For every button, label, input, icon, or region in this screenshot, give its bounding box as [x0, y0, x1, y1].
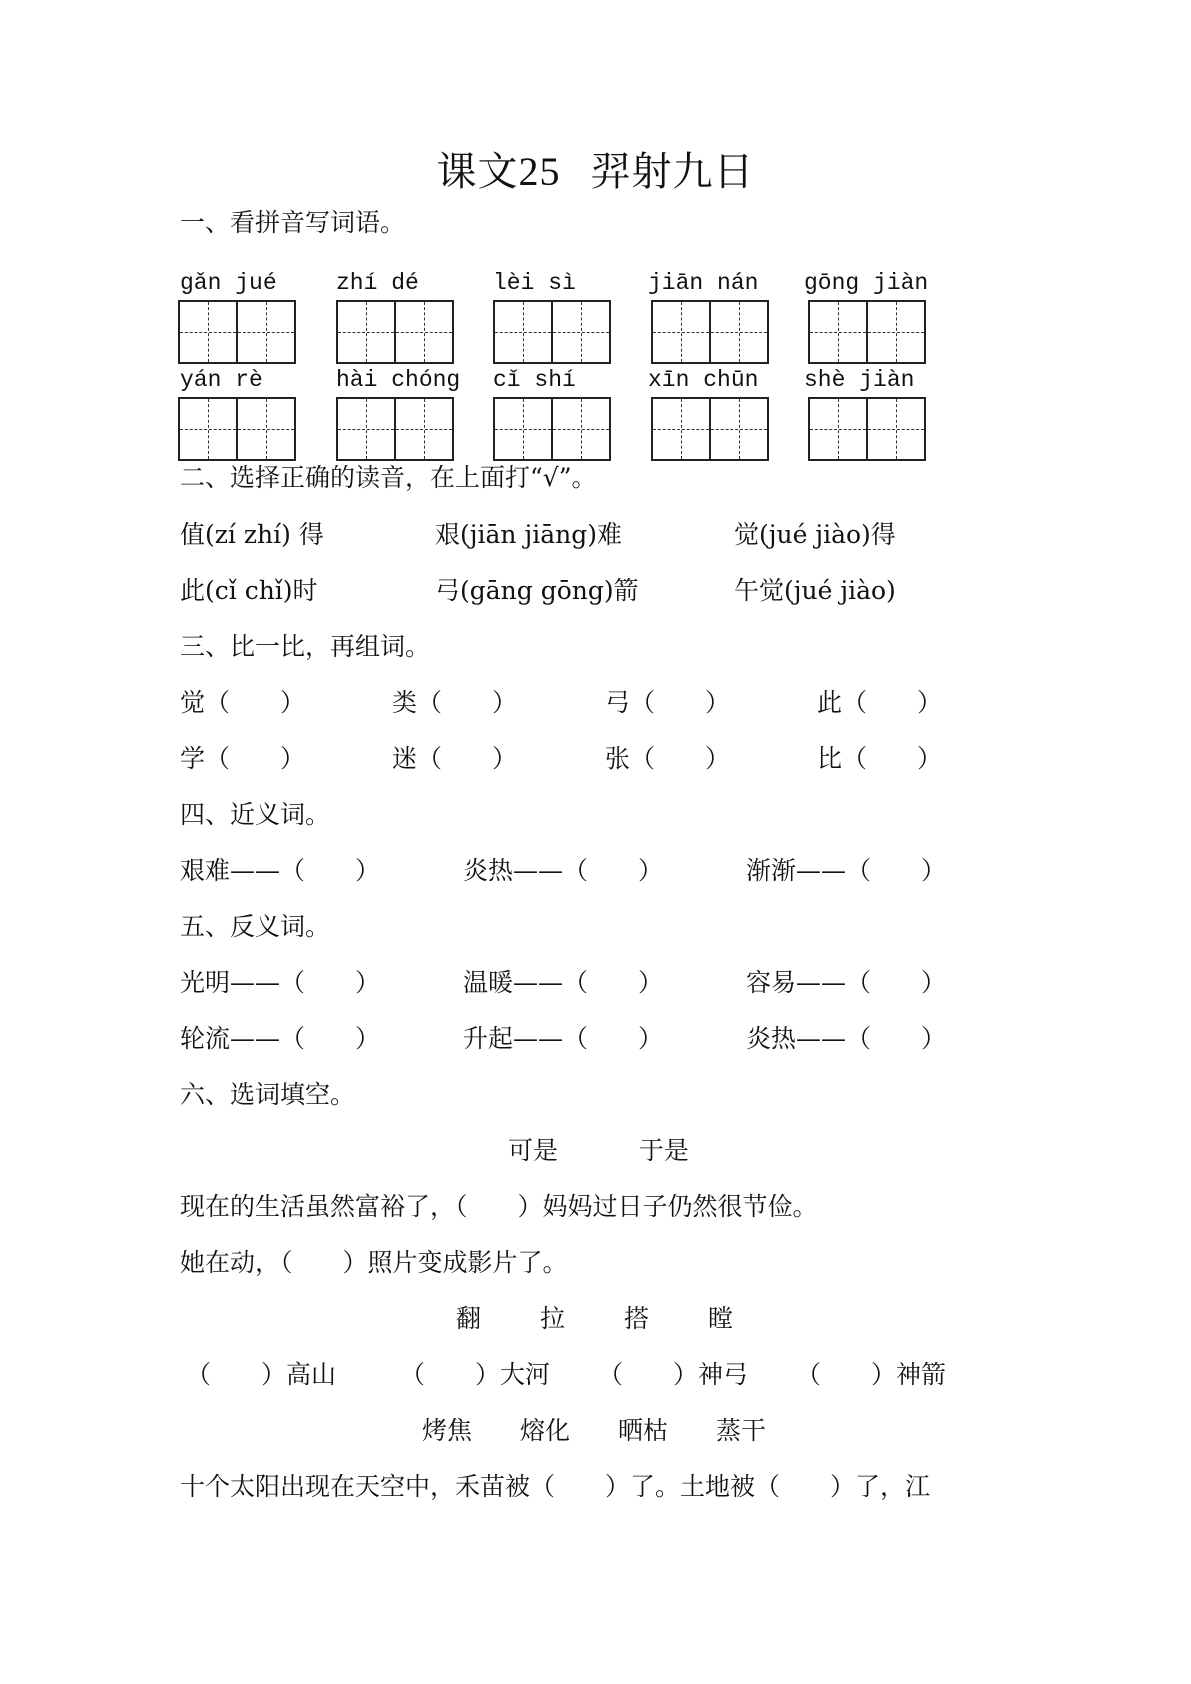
- word-blank[interactable]: 弓（ ）: [605, 688, 731, 717]
- fill-sentence[interactable]: 十个太阳出现在天空中，禾苗被（ ）了。土地被（ ）了，江: [180, 1472, 931, 1501]
- choice-word: 可是: [508, 1136, 559, 1165]
- writing-grid[interactable]: [808, 300, 926, 364]
- section-3-heading: 三、比一比，再组词。: [180, 632, 431, 661]
- fill-sentence[interactable]: 现在的生活虽然富裕了，（ ）妈妈过日子仍然很节俭。: [180, 1192, 818, 1221]
- fill-blank[interactable]: （ ）神箭: [796, 1360, 947, 1389]
- choice-word: 晒枯: [618, 1416, 669, 1445]
- antonym-blank[interactable]: 容易——（ ）: [746, 968, 947, 997]
- writing-grid[interactable]: [808, 397, 926, 461]
- pinyin-label: gǎn jué: [180, 270, 277, 296]
- choice-word: 翻: [456, 1304, 482, 1333]
- writing-grid[interactable]: [651, 397, 769, 461]
- lesson-number: 25: [518, 149, 561, 194]
- choice-word: 蒸干: [716, 1416, 767, 1445]
- word-blank[interactable]: 类（ ）: [392, 688, 518, 717]
- writing-grid[interactable]: [178, 397, 296, 461]
- pinyin-label: lèi sì: [493, 270, 576, 296]
- pronunciation-item[interactable]: 弓(gāng gōng)箭: [435, 576, 639, 605]
- choice-word: 瞠: [708, 1304, 734, 1333]
- pinyin-label: zhí dé: [336, 270, 419, 296]
- pronunciation-item[interactable]: 觉(jué jiào)得: [734, 520, 896, 549]
- writing-grid[interactable]: [493, 300, 611, 364]
- word-blank[interactable]: 张（ ）: [605, 744, 731, 773]
- synonym-blank[interactable]: 炎热——（ ）: [463, 856, 664, 885]
- word-blank[interactable]: 比（ ）: [817, 744, 943, 773]
- section-6-heading: 六、选词填空。: [180, 1080, 356, 1109]
- writing-grid[interactable]: [178, 300, 296, 364]
- pronunciation-item[interactable]: 午觉(jué jiào): [734, 576, 896, 605]
- word-blank[interactable]: 迷（ ）: [392, 744, 518, 773]
- pronunciation-item[interactable]: 艰(jiān jiāng)难: [435, 520, 622, 549]
- synonym-blank[interactable]: 艰难——（ ）: [180, 856, 381, 885]
- writing-grid[interactable]: [336, 300, 454, 364]
- pronunciation-item[interactable]: 此(cǐ chǐ)时: [180, 576, 318, 605]
- section-4-heading: 四、近义词。: [180, 800, 331, 829]
- section-1-heading: 一、看拼音写词语。: [180, 208, 406, 237]
- choice-word: 烤焦: [422, 1416, 473, 1445]
- choice-word: 于是: [638, 1136, 689, 1165]
- section-2-heading: 二、选择正确的读音，在上面打“√”。: [180, 463, 597, 492]
- choice-word: 拉: [540, 1304, 566, 1333]
- word-blank[interactable]: 觉（ ）: [180, 688, 306, 717]
- choice-word: 搭: [624, 1304, 650, 1333]
- pinyin-label: hài chóng: [336, 367, 461, 393]
- section-5-heading: 五、反义词。: [180, 912, 331, 941]
- pinyin-label: cǐ shí: [493, 367, 576, 393]
- lesson-name: 羿射九日: [590, 149, 755, 195]
- fill-sentence[interactable]: 她在动，（ ）照片变成影片了。: [180, 1248, 568, 1277]
- pronunciation-item[interactable]: 值(zí zhí) 得: [180, 520, 324, 549]
- pinyin-label: jiān nán: [648, 270, 759, 296]
- writing-grid[interactable]: [493, 397, 611, 461]
- fill-blank[interactable]: （ ）高山: [186, 1360, 337, 1389]
- antonym-blank[interactable]: 温暖——（ ）: [463, 968, 664, 997]
- word-blank[interactable]: 此（ ）: [817, 688, 943, 717]
- fill-blank[interactable]: （ ）大河: [400, 1360, 551, 1389]
- pinyin-label: xīn chūn: [648, 367, 759, 393]
- synonym-blank[interactable]: 渐渐——（ ）: [746, 856, 947, 885]
- page-title: [0, 140, 1191, 197]
- word-choices: [508, 1131, 689, 1167]
- writing-grid[interactable]: [651, 300, 769, 364]
- pinyin-label: yán rè: [180, 367, 263, 393]
- title-prefix: 课文: [436, 149, 519, 195]
- pinyin-label: shè jiàn: [804, 367, 915, 393]
- choice-word: 熔化: [520, 1416, 571, 1445]
- pinyin-label: gōng jiàn: [804, 270, 929, 296]
- antonym-blank[interactable]: 轮流——（ ）: [180, 1024, 381, 1053]
- antonym-blank[interactable]: 升起——（ ）: [463, 1024, 664, 1053]
- fill-blank[interactable]: （ ）神弓: [598, 1360, 749, 1389]
- writing-grid[interactable]: [336, 397, 454, 461]
- antonym-blank[interactable]: 光明——（ ）: [180, 968, 381, 997]
- word-blank[interactable]: 学（ ）: [180, 744, 306, 773]
- antonym-blank[interactable]: 炎热——（ ）: [746, 1024, 947, 1053]
